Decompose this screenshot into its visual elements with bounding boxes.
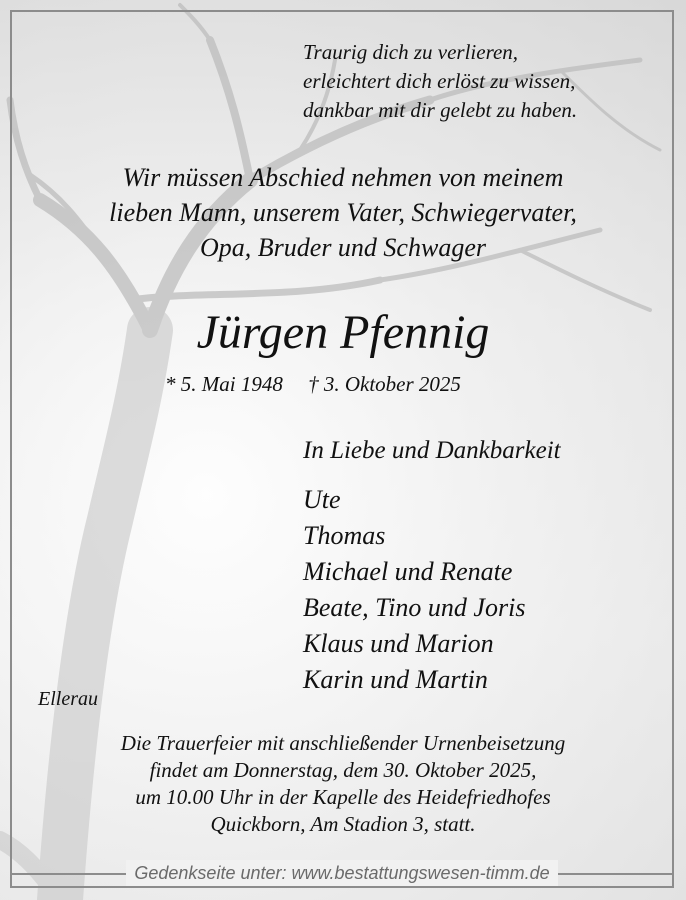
intro-line: Opa, Bruder und Schwager	[200, 233, 486, 262]
intro-line: Wir müssen Abschied nehmen von meinem	[122, 163, 564, 192]
ceremony-line: Die Trauerfeier mit anschließender Urnenbeisetzung	[120, 731, 566, 755]
birth-date: * 5. Mai 1948	[165, 372, 283, 396]
mourner-name: Beate, Tino und Joris	[303, 593, 526, 622]
death-date: † 3. Oktober 2025	[308, 372, 461, 396]
mourners-heading: In Liebe und Dankbarkeit	[303, 437, 561, 464]
ceremony-line: Quickborn, Am Stadion 3, statt.	[210, 812, 476, 836]
motto-line: Traurig dich zu verlieren,	[303, 40, 519, 64]
mourner-name: Klaus und Marion	[303, 629, 494, 658]
motto-line: dankbar mit dir gelebt zu haben.	[303, 98, 578, 122]
mourner-name: Michael und Renate	[303, 557, 513, 586]
mourners-list	[303, 482, 525, 698]
motto-line: erleichtert dich erlöst zu wissen,	[303, 69, 576, 93]
mourner-name: Karin und Martin	[303, 665, 488, 694]
mourner-name: Ute	[303, 485, 341, 514]
ceremony-line: findet am Donnerstag, dem 30. Oktober 2025,	[149, 758, 537, 782]
ceremony-line: um 10.00 Uhr in der Kapelle des Heidefriedhofes	[135, 785, 551, 809]
intro-text	[0, 160, 686, 265]
intro-line: lieben Mann, unserem Vater, Schwiegervater,	[109, 198, 577, 227]
life-dates	[165, 372, 461, 397]
motto-verse	[303, 38, 577, 125]
place-name: Ellerau	[38, 688, 98, 710]
memorial-page-link[interactable]: Gedenkseite unter: www.bestattungswesen-timm.de	[126, 860, 557, 886]
ceremony-details	[0, 730, 686, 838]
mourner-name: Thomas	[303, 521, 386, 550]
deceased-name: Jürgen Pfennig	[196, 306, 490, 359]
memorial-page-footer	[12, 860, 672, 886]
